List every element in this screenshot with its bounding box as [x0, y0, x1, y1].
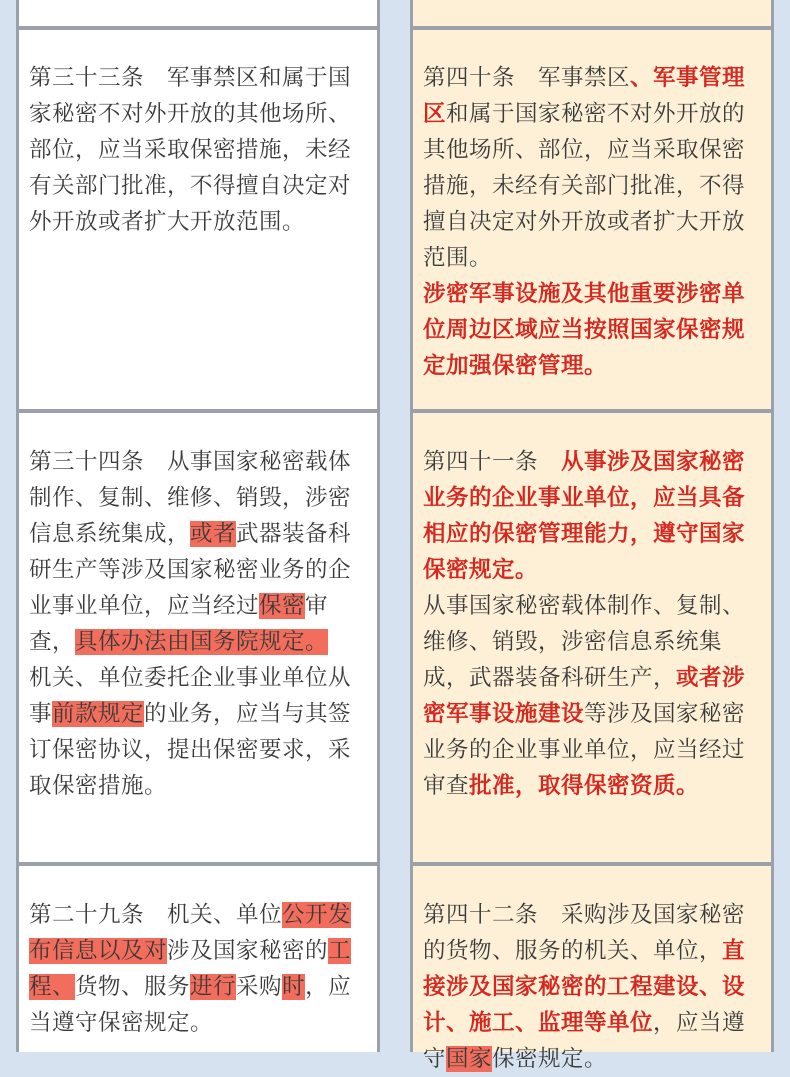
- deleted-text-highlight: 具体办法由国务院规定。: [75, 629, 329, 655]
- text-segment: 保密规定。: [492, 1046, 608, 1072]
- article-41-cell: [423, 444, 765, 804]
- row-divider: [19, 26, 377, 30]
- deleted-text-highlight: 前款规定: [52, 701, 145, 727]
- deleted-text-highlight: 时: [282, 974, 306, 1000]
- deleted-text-highlight: 国家: [446, 1046, 493, 1072]
- added-text-red: 涉密军事设施及其他重要涉密单位周边区域应当按照国家保密规定加强保密管理。: [423, 281, 746, 379]
- article-40-cell: [423, 60, 765, 384]
- deleted-text-highlight: 或者: [190, 521, 237, 547]
- right-column-new-law: [410, 0, 774, 1072]
- article-29-cell: [29, 897, 371, 1041]
- article-42-cell: [423, 897, 765, 1077]
- added-text-red: 直接涉及国家秘密的工程建设、设计、施工、监理等单位: [423, 938, 746, 1036]
- deleted-text-highlight: 公开发布信息以及对: [29, 902, 352, 964]
- article-paragraph: [29, 444, 371, 660]
- article-34-cell: [29, 444, 371, 804]
- article-paragraph: [423, 60, 765, 276]
- deleted-text-highlight: 工程、: [29, 938, 352, 1000]
- text-segment: 第四十条 军事禁区: [423, 65, 631, 91]
- row-divider: [19, 409, 377, 413]
- text-segment: 从事国家秘密载体制作、复制、维修、销毁，涉密信息系统集成，武器装备科研生产，: [423, 593, 746, 691]
- article-paragraph: [29, 897, 371, 1041]
- article-33-cell: [29, 60, 371, 240]
- text-segment: 和属于国家秘密不对外开放的其他场所、部位，应当采取保密措施，未经有关部门批准，不得擅自决定对外开放或者扩大开放范围。: [423, 101, 746, 271]
- text-segment: 武器装备科研生产等涉及国家秘密业务的企业事业单位，应当经过: [29, 521, 352, 619]
- text-segment: 的业务，应当与其签订保密协议，提出保密要求，采取保密措施。: [29, 701, 352, 799]
- row-divider: [19, 862, 377, 866]
- row-divider: [413, 26, 771, 30]
- text-segment: ，应当遵守保密规定。: [29, 974, 352, 1036]
- text-segment: 涉及国家秘密的: [167, 938, 329, 964]
- article-paragraph: [423, 588, 765, 804]
- text-segment: 等涉及国家秘密业务的企业事业单位，应当经过审查: [423, 701, 746, 799]
- deleted-text-highlight: 进行: [190, 974, 237, 1000]
- left-column-old-law: [16, 0, 380, 1052]
- text-segment: 第四十二条 采购涉及国家秘密的货物、服务的机关、单位，: [423, 902, 746, 964]
- text-segment: 采购: [236, 974, 283, 1000]
- added-text-red: 从事涉及国家秘密业务的企业事业单位，应当具备相应的保密管理能力，遵守国家保密规定。: [423, 449, 746, 583]
- text-segment: 审查，: [29, 593, 329, 655]
- added-text-red: 或者涉密军事设施建设: [423, 665, 746, 727]
- row-divider: [413, 409, 771, 413]
- text-segment: ，应当遵守: [423, 1010, 746, 1072]
- text-segment: 第三十四条 从事国家秘密载体制作、复制、维修、销毁，涉密信息系统集成，: [29, 449, 352, 547]
- deleted-text-highlight: 保密: [259, 593, 306, 619]
- text-segment: 货物、服务: [75, 974, 191, 1000]
- article-paragraph: [29, 660, 371, 804]
- text-segment: 第二十九条 机关、单位: [29, 902, 283, 928]
- article-paragraph: [29, 60, 371, 240]
- added-text-red: 、军事管理区: [423, 65, 746, 127]
- article-paragraph: [423, 444, 765, 588]
- article-paragraph: [423, 276, 765, 384]
- row-divider: [413, 862, 771, 866]
- added-text-red: 批准，取得保密资质。: [469, 773, 700, 799]
- text-segment: 机关、单位委托企业事业单位从事: [29, 665, 352, 727]
- text-segment: 第四十一条: [423, 449, 562, 475]
- article-paragraph: [423, 897, 765, 1077]
- text-segment: 第三十三条 军事禁区和属于国家秘密不对外开放的其他场所、部位，应当采取保密措施，未经有关部门批准，不得擅自决定对外开放或者扩大开放范围。: [29, 65, 352, 235]
